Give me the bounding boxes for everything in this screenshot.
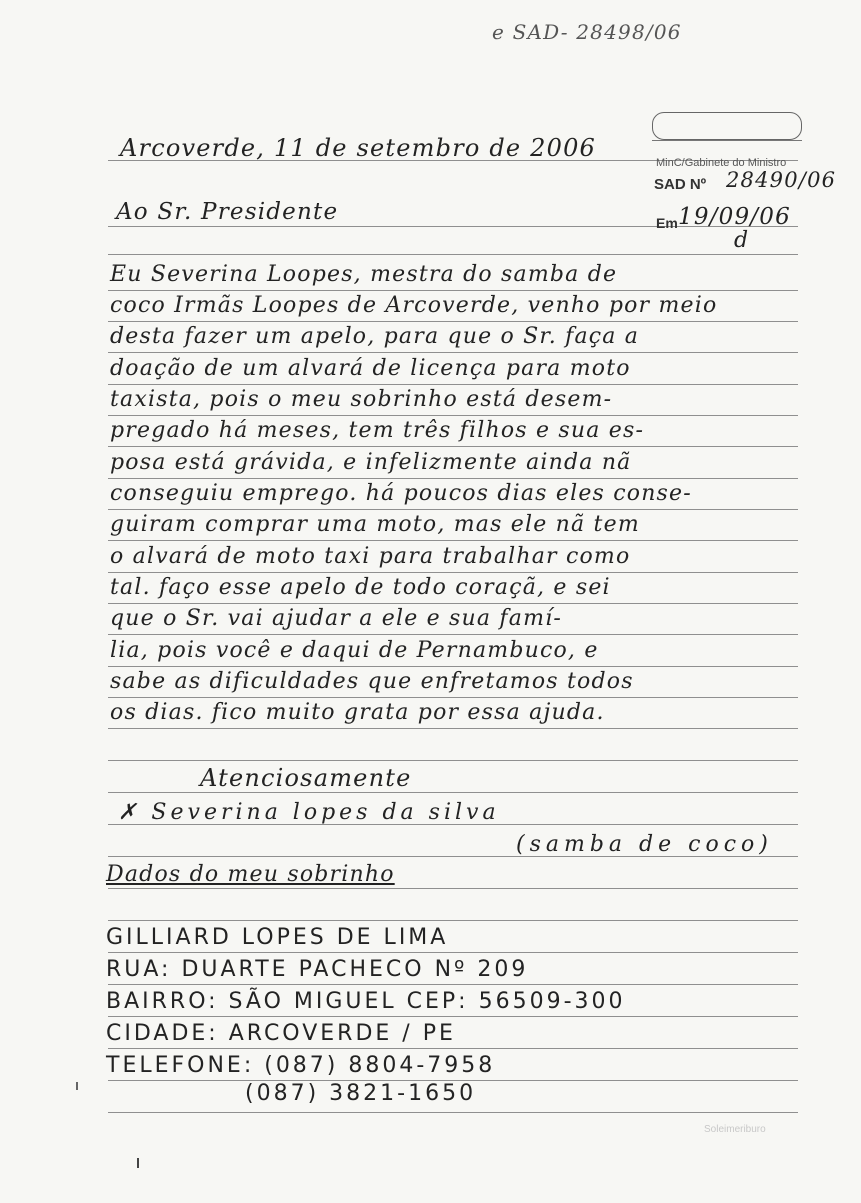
body-line: desta fazer um apelo, para que o Sr. faça a xyxy=(110,324,640,349)
ruled-line xyxy=(108,666,798,667)
stamp-gabinete: MinC/Gabinete do Ministro xyxy=(656,157,787,169)
stamp-line xyxy=(652,140,802,141)
nephew-phone-2: (087) 3821-1650 xyxy=(245,1081,477,1106)
body-line: conseguiu emprego. há poucos dias eles conse- xyxy=(110,481,692,506)
ruled-line xyxy=(108,792,798,793)
ruled-line xyxy=(108,446,798,447)
stamp-sad-label: SAD Nº xyxy=(654,176,707,193)
nephew-name: GILLIARD LOPES DE LIMA xyxy=(106,925,449,950)
margin-mark xyxy=(137,1158,139,1168)
nephew-address: RUA: DUARTE PACHECO Nº 209 xyxy=(106,957,529,982)
ruled-line xyxy=(108,1016,798,1017)
ruled-line xyxy=(108,321,798,322)
ruled-line xyxy=(108,920,798,921)
stamp-initials: d xyxy=(734,228,750,253)
ruled-line xyxy=(108,634,798,635)
paper-watermark: Soleimeriburo xyxy=(704,1124,766,1135)
body-line: posa está grávida, e infelizmente ainda nã xyxy=(110,450,632,475)
stamp-box xyxy=(652,112,802,140)
ruled-line xyxy=(108,728,798,729)
ruled-line xyxy=(108,478,798,479)
body-line: coco Irmãs Loopes de Arcoverde, venho por meio xyxy=(110,293,718,318)
ruled-line xyxy=(108,540,798,541)
body-line: tal. faço esse apelo de todo coraçã, e sei xyxy=(110,575,611,600)
nephew-neighborhood: BAIRRO: SÃO MIGUEL CEP: 56509-300 xyxy=(106,989,626,1014)
ruled-line xyxy=(108,760,798,761)
ruled-line xyxy=(108,290,798,291)
body-line: que o Sr. vai ajudar a ele e sua famí- xyxy=(110,606,562,631)
ruled-line xyxy=(108,984,798,985)
body-line: guiram comprar uma moto, mas ele nã tem xyxy=(110,512,640,537)
ruled-line xyxy=(108,352,798,353)
ruled-line xyxy=(108,254,798,255)
ruled-line xyxy=(108,697,798,698)
ruled-line xyxy=(108,509,798,510)
ruled-line xyxy=(108,572,798,573)
margin-mark xyxy=(76,1082,78,1090)
date-line: Arcoverde, 11 de setembro de 2006 xyxy=(120,134,597,162)
body-line: pregado há meses, tem três filhos e sua es- xyxy=(110,418,645,443)
ruled-line xyxy=(108,888,798,889)
ruled-line xyxy=(108,415,798,416)
ruled-line xyxy=(108,1112,798,1113)
body-line: Eu Severina Loopes, mestra do samba de xyxy=(110,262,618,287)
ruled-line xyxy=(108,384,798,385)
ruled-line xyxy=(108,1048,798,1049)
closing: Atenciosamente xyxy=(200,764,412,792)
stamp-em-value: 19/09/06 xyxy=(678,204,791,230)
ruled-line xyxy=(108,603,798,604)
body-line: o alvará de moto taxi para trabalhar como xyxy=(110,544,631,569)
body-line: doação de um alvará de licença para moto xyxy=(110,356,631,381)
ruled-line xyxy=(108,952,798,953)
stamp-sad-value: 28490/06 xyxy=(726,168,837,192)
signature-note: (samba de coco) xyxy=(516,832,773,857)
nephew-phone: TELEFONE: (087) 8804-7958 xyxy=(106,1053,496,1078)
stamp-em-label: Em xyxy=(656,215,678,231)
body-line: sabe as dificuldades que enfretamos todos xyxy=(110,669,634,694)
nephew-city: CIDADE: ARCOVERDE / PE xyxy=(106,1021,456,1046)
body-line: lia, pois você e daqui de Pernambuco, e xyxy=(110,638,599,663)
salutation: Ao Sr. Presidente xyxy=(116,199,339,225)
signature: ✗ Severina lopes da silva xyxy=(118,800,500,825)
body-line: taxista, pois o meu sobrinho está desem- xyxy=(110,387,613,412)
data-heading: Dados do meu sobrinho xyxy=(106,862,395,887)
top-note: e SAD- 28498/06 xyxy=(492,20,682,44)
body-line: os dias. fico muito grata por essa ajuda. xyxy=(110,700,605,725)
